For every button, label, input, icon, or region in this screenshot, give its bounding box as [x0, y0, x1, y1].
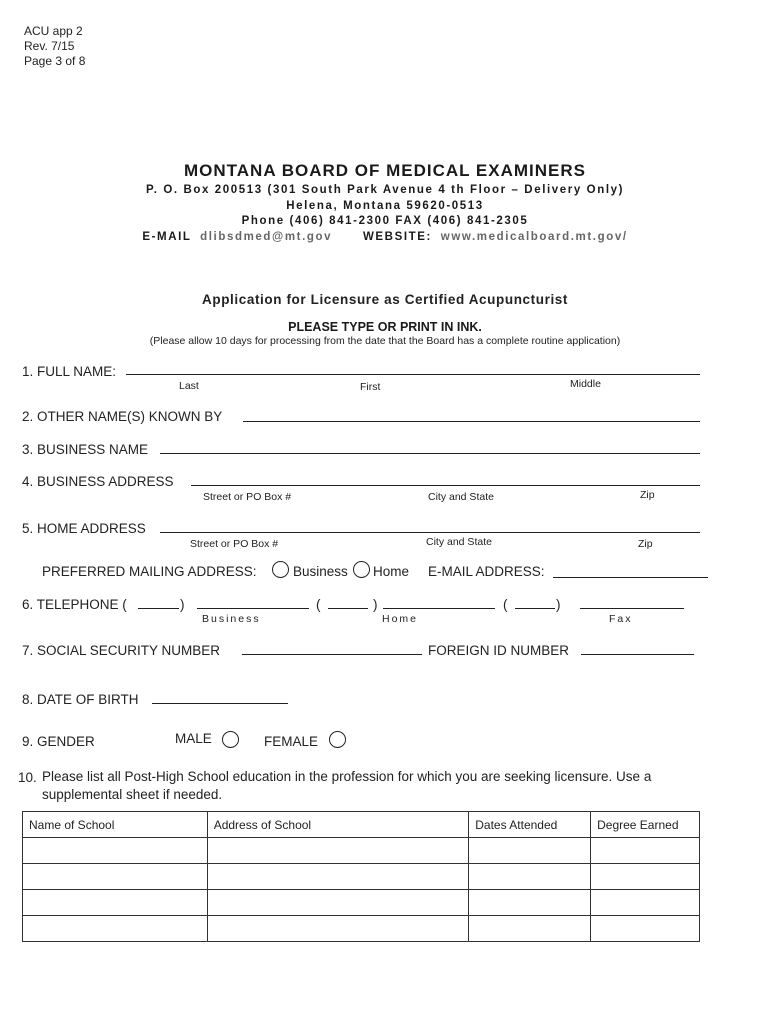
- business-zip-caption: Zip: [640, 489, 655, 501]
- table-row: [23, 838, 700, 864]
- mailing-business-label: Business: [293, 564, 348, 579]
- paren-open-3: (: [503, 597, 508, 612]
- email-address-label: E-MAIL ADDRESS:: [428, 564, 545, 579]
- table-row: [23, 890, 700, 916]
- degree-earned-cell[interactable]: [591, 916, 700, 942]
- home-phone-field[interactable]: [383, 608, 495, 609]
- gender-label: 9. GENDER: [22, 734, 95, 749]
- header-address-of-school: Address of School: [207, 812, 469, 838]
- board-contact: [0, 231, 770, 243]
- business-address-label: 4. BUSINESS ADDRESS: [22, 474, 174, 489]
- business-city-caption: City and State: [428, 491, 494, 503]
- school-address-cell[interactable]: [207, 838, 469, 864]
- school-address-cell[interactable]: [207, 890, 469, 916]
- table-row: [23, 916, 700, 942]
- form-id: ACU app 2: [24, 24, 83, 38]
- degree-earned-cell[interactable]: [591, 864, 700, 890]
- business-street-caption: Street or PO Box #: [203, 491, 292, 503]
- school-name-cell[interactable]: [23, 864, 208, 890]
- foreign-id-field[interactable]: [581, 654, 694, 655]
- male-label: MALE: [175, 731, 212, 746]
- education-instruction-line1: Please list all Post-High School education in the profession for which you are seeking licensure. Use a: [42, 769, 652, 784]
- board-phones: Phone (406) 841-2300 FAX (406) 841-2305: [241, 215, 529, 227]
- other-names-label: 2. OTHER NAME(S) KNOWN BY: [22, 409, 223, 424]
- paren-close-2: ): [373, 597, 378, 612]
- preferred-mailing-label: PREFERRED MAILING ADDRESS:: [42, 564, 257, 579]
- page-number: Page 3 of 8: [24, 54, 86, 68]
- form-instruction: PLEASE TYPE OR PRINT IN INK.: [288, 320, 482, 334]
- revision: Rev. 7/15: [24, 39, 75, 53]
- board-email[interactable]: dlibsdmed@mt.gov: [200, 231, 333, 243]
- ssn-field[interactable]: [242, 654, 422, 655]
- education-instruction-line2: supplemental sheet if needed.: [42, 787, 223, 802]
- mailing-home-radio[interactable]: [353, 561, 370, 578]
- female-radio[interactable]: [329, 731, 346, 748]
- email-label: E-MAIL: [142, 231, 192, 243]
- education-header-row: [23, 812, 700, 838]
- business-name-field[interactable]: [160, 453, 700, 454]
- dob-field[interactable]: [152, 703, 288, 704]
- dates-attended-cell[interactable]: [469, 838, 591, 864]
- home-city-caption: City and State: [426, 536, 492, 548]
- tel-business-caption: Business: [202, 613, 261, 625]
- dates-attended-cell[interactable]: [469, 890, 591, 916]
- school-name-cell[interactable]: [23, 916, 208, 942]
- fax-number-field[interactable]: [580, 608, 684, 609]
- full-name-field[interactable]: [126, 374, 700, 375]
- home-address-field[interactable]: [160, 532, 700, 533]
- other-names-field[interactable]: [243, 421, 700, 422]
- header-name-of-school: Name of School: [23, 812, 208, 838]
- school-name-cell[interactable]: [23, 838, 208, 864]
- board-name: MONTANA BOARD OF MEDICAL EXAMINERS: [183, 161, 586, 180]
- degree-earned-cell[interactable]: [591, 838, 700, 864]
- business-area-code-field[interactable]: [138, 608, 179, 609]
- form-title: Application for Licensure as Certified Acupuncturist: [202, 292, 568, 307]
- school-address-cell[interactable]: [207, 916, 469, 942]
- website-label: WEBSITE:: [362, 231, 432, 243]
- table-row: [23, 864, 700, 890]
- school-name-cell[interactable]: [23, 890, 208, 916]
- school-address-cell[interactable]: [207, 864, 469, 890]
- board-po-box: P. O. Box 200513 (301 South Park Avenue 4 th Floor – Delivery Only): [145, 184, 625, 196]
- full-name-middle-caption: Middle: [570, 378, 601, 390]
- ssn-label: 7. SOCIAL SECURITY NUMBER: [22, 643, 221, 658]
- education-number: 10.: [18, 770, 37, 785]
- foreign-id-label: FOREIGN ID NUMBER: [428, 643, 570, 658]
- business-phone-field[interactable]: [197, 608, 309, 609]
- mailing-home-label: Home: [373, 564, 410, 579]
- paren-close-1: ): [180, 597, 185, 612]
- board-website[interactable]: www.medicalboard.mt.gov/: [440, 231, 628, 243]
- dates-attended-cell[interactable]: [469, 916, 591, 942]
- full-name-label: 1. FULL NAME:: [22, 364, 117, 379]
- male-radio[interactable]: [222, 731, 239, 748]
- education-table: [22, 811, 700, 942]
- email-address-field[interactable]: [553, 577, 708, 578]
- fax-area-code-field[interactable]: [515, 608, 555, 609]
- board-city: Helena, Montana 59620-0513: [286, 200, 484, 212]
- business-address-field[interactable]: [191, 485, 700, 486]
- business-name-label: 3. BUSINESS NAME: [22, 442, 149, 457]
- telephone-label: 6. TELEPHONE (: [22, 597, 127, 612]
- tel-fax-caption: Fax: [609, 613, 633, 625]
- home-street-caption: Street or PO Box #: [190, 538, 279, 550]
- full-name-first-caption: First: [360, 381, 381, 393]
- dob-label: 8. DATE OF BIRTH: [22, 692, 139, 707]
- full-name-last-caption: Last: [179, 380, 199, 392]
- tel-home-caption: Home: [382, 613, 419, 625]
- home-address-label: 5. HOME ADDRESS: [22, 521, 146, 536]
- degree-earned-cell[interactable]: [591, 890, 700, 916]
- paren-open-2: (: [316, 597, 321, 612]
- home-area-code-field[interactable]: [328, 608, 368, 609]
- paren-close-3: ): [556, 597, 561, 612]
- home-zip-caption: Zip: [638, 538, 653, 550]
- header-degree-earned: Degree Earned: [591, 812, 700, 838]
- header-dates-attended: Dates Attended: [469, 812, 591, 838]
- female-label: FEMALE: [264, 734, 319, 749]
- dates-attended-cell[interactable]: [469, 864, 591, 890]
- mailing-business-radio[interactable]: [272, 561, 289, 578]
- form-note: (Please allow 10 days for processing from the date that the Board has a complete routine application): [149, 335, 621, 347]
